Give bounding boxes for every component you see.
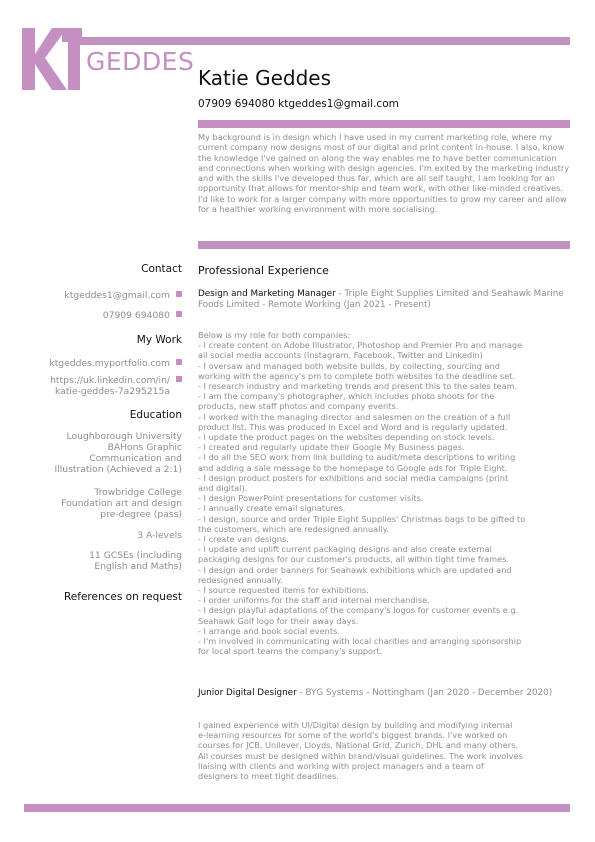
bullet-square-icon bbox=[176, 359, 182, 365]
education-line: English and Maths) bbox=[94, 561, 182, 572]
bullet-square-icon bbox=[176, 291, 182, 297]
description-line: Seahawk Golf logo for their away days. bbox=[198, 615, 359, 626]
description-line: - I design product posters for exhibitions and social media campaigns (print bbox=[198, 472, 509, 483]
description-line: All courses must be designed within brand/visual guidelines. The work involves bbox=[198, 750, 523, 761]
description-line: - I am the company's photographer, which includes photo shoots for the bbox=[198, 391, 495, 402]
description-line: - I do all the SEO work from link building to audit/meta descriptions to writing bbox=[198, 452, 516, 463]
sidebar-phone bbox=[0, 310, 182, 321]
linkedin-link-line1[interactable]: https://uk.linkedin.com/in/ bbox=[50, 375, 170, 386]
description-line: working with the agency's pm to complete both websites to the deadline set. bbox=[198, 370, 516, 381]
sidebar-linkedin-line2[interactable] bbox=[0, 386, 170, 397]
description-line: e-learning resources for some of the world's biggest brands. I've worked on bbox=[198, 730, 508, 741]
job2-description bbox=[198, 720, 578, 781]
education-line: Trowbridge College bbox=[94, 487, 182, 498]
education-line: Foundation art and design bbox=[61, 498, 182, 509]
description-line: Below is my role for both companies: bbox=[198, 330, 351, 340]
top-accent-bar bbox=[72, 37, 570, 45]
description-line: - I update and uplift current packaging designs and also create external bbox=[198, 544, 492, 555]
sidebar-linkedin[interactable] bbox=[0, 375, 182, 386]
contact-heading: Contact bbox=[141, 263, 182, 275]
education-line: pre-degree (pass) bbox=[100, 509, 182, 520]
education-entry bbox=[0, 487, 182, 520]
education-entry bbox=[0, 431, 182, 475]
description-line: product list. This was produced in Excel and Word and is regularly updated. bbox=[198, 421, 508, 432]
description-line: - I design, source and order Triple Eight Supplies' Christmas bags to be gifted to bbox=[198, 513, 526, 524]
portfolio-link[interactable]: ktgeddes.myportfolio.com bbox=[49, 358, 170, 369]
work-heading: My Work bbox=[136, 334, 182, 346]
logo-wordmark: GEDDES bbox=[86, 47, 195, 76]
education-line: BAHons Graphic bbox=[107, 442, 182, 453]
description-line: designers to meet tight deadlines. bbox=[198, 771, 339, 782]
education-line: 11 GCSEs (including bbox=[89, 550, 182, 561]
description-line: - I update the product pages on the websites depending on stock levels. bbox=[198, 432, 495, 443]
job1-header: Design and Marketing Manager - Triple Eight Supplies Limited and Seahawk Marine Foods Limited - Remote Working (Jan 2021 - Present) bbox=[198, 289, 564, 310]
education-line: Loughborough University bbox=[66, 431, 182, 442]
description-line: - I create content on Adobe Illustrator, Photoshop and Premier Pro and manage bbox=[198, 340, 523, 351]
sidebar-email-text[interactable]: ktgeddes1@gmail.com bbox=[64, 290, 170, 301]
description-line: for local sport teams the company's support. bbox=[198, 646, 383, 657]
description-line: - I research industry and marketing trends and present this to the sales team. bbox=[198, 381, 518, 392]
job2-company: BYG Systems - Nottingham (Jan 2020 - December 2020) bbox=[305, 688, 553, 698]
description-line: - I order uniforms for the staff and internal merchandise. bbox=[198, 595, 430, 606]
education-entry bbox=[0, 530, 182, 541]
job1-company: Triple Eight Supplies Limited and Seahawk Marine Foods Limited - Remote Working (Jan 2021 - Present) bbox=[198, 289, 564, 310]
description-line: and digital). bbox=[198, 483, 248, 494]
education-line: Illustration (Achieved a 2:1) bbox=[54, 464, 182, 475]
description-line: - I annually create email signatures. bbox=[198, 503, 346, 514]
references-note: References on request bbox=[63, 591, 182, 603]
bottom-accent-bar bbox=[24, 804, 570, 812]
description-line: I gained experience with UI/Digital design by building and modifying internal bbox=[198, 720, 513, 730]
job1-description bbox=[198, 330, 578, 657]
job2-header: Junior Digital Designer - BYG Systems - Nottingham (Jan 2020 - December 2020) bbox=[198, 688, 553, 698]
candidate-name: Katie Geddes bbox=[198, 66, 331, 90]
description-line: - I'm involved in communicating with local charities and arranging sponsorship bbox=[198, 636, 522, 647]
description-line: - I design playful adaptations of the company's logos for customer events e.g. bbox=[198, 605, 519, 616]
description-line: liaising with clients and working with project managers and a team of bbox=[198, 760, 484, 771]
description-line: - I create van designs. bbox=[198, 534, 289, 545]
job2-title: Junior Digital Designer bbox=[198, 688, 297, 698]
description-line: - I design and order banners for Seahawk exhibitions which are updated and bbox=[198, 564, 512, 575]
bullet-square-icon bbox=[176, 311, 182, 317]
divider-bar-1 bbox=[198, 120, 570, 128]
experience-heading: Professional Experience bbox=[198, 264, 329, 277]
description-line: and adding a sale message to the homepage to Google ads for Triple Eight. bbox=[198, 462, 508, 473]
education-entry bbox=[0, 550, 182, 572]
sidebar-portfolio[interactable] bbox=[0, 358, 182, 369]
education-line: Communication and bbox=[89, 453, 182, 464]
divider-bar-2 bbox=[198, 241, 570, 249]
description-line: - I worked with the managing director and salesmen on the creation of a full bbox=[198, 411, 511, 422]
linkedin-link-line2[interactable]: katie-geddes-7a295215a bbox=[55, 386, 170, 397]
job1-title: Design and Marketing Manager bbox=[198, 289, 336, 299]
contact-line: 07909 694080 ktgeddes1@gmail.com bbox=[198, 98, 399, 110]
description-line: products, new staff photos and company events. bbox=[198, 401, 399, 412]
sidebar-email[interactable] bbox=[0, 290, 182, 301]
description-line: - I design PowerPoint presentations for customer visits. bbox=[198, 493, 424, 504]
description-line: all social media accounts (Instagram, Facebook, Twitter and Linkedin) bbox=[198, 350, 483, 361]
description-line: - I arrange and book social events. bbox=[198, 625, 340, 636]
description-line: courses for JCB, Unilever, Lloyds, National Grid, Zurich, DHL and many others. bbox=[198, 740, 519, 751]
description-line: the customers, which are redesigned annually. bbox=[198, 523, 390, 534]
description-line: - I source requested items for exhibitions. bbox=[198, 585, 369, 596]
sidebar-phone-text: 07909 694080 bbox=[102, 310, 170, 321]
description-line: - I oversaw and managed both website builds, by collecting, sourcing and bbox=[198, 360, 500, 371]
description-line: redesigned annually. bbox=[198, 574, 283, 585]
bullet-square-icon bbox=[176, 376, 182, 382]
description-line: packaging designs for our customer's products, all within tight time frames. bbox=[198, 554, 510, 565]
education-line: 3 A-levels bbox=[137, 530, 182, 541]
education-heading: Education bbox=[129, 409, 182, 421]
description-line: - I created and regularly update their Google My Business pages. bbox=[198, 442, 465, 453]
profile-summary: My background is in design which I have used in my current marketing role, where my current company now designs most of our digital and print content in-house. I also, know the knowledge I've gained on along the way enables me to have better communication and connections when working with design agencies. I'm exited by the marketing industry and with the skills I've developed thus far, which are all self taught, I am looking for an opportunity that allows for mentor-ship and team work, with other like-minded creatives. I'd like to work for a larger company with more opportunities to grow my career and allow for a healthier working environment with more socialising. bbox=[198, 132, 570, 215]
